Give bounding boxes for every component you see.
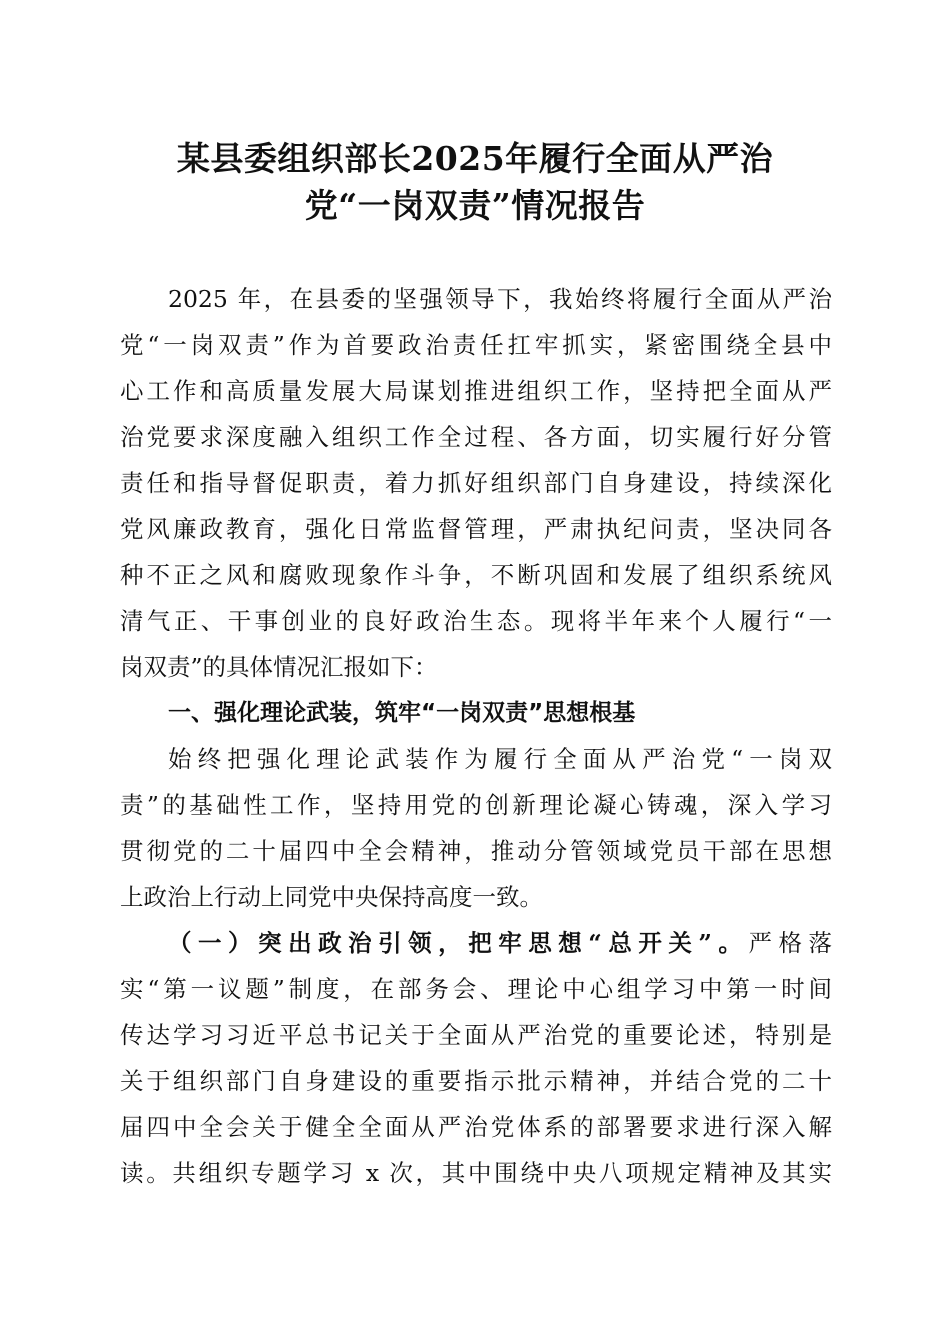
subsection-1-line: 届四中全会关于健全全面从严治党体系的部署要求进行深入解 xyxy=(120,1113,832,1141)
intro-line: 心工作和高质量发展大局谋划推进组织工作，坚持把全面从严 xyxy=(120,377,832,405)
section-1-line: 责”的基础性工作，坚持用党的创新理论凝心铸魂，深入学习 xyxy=(120,791,832,819)
subsection-1-line: 传达学习习近平总书记关于全面从严治党的重要论述，特别是 xyxy=(120,1021,832,1049)
intro-line: 党“一岗双责”作为首要政治责任扛牢抓实，紧密围绕全县中 xyxy=(120,331,832,359)
subsection-1-subhead: （一）突出政治引领，把牢思想“总开关”。 xyxy=(168,929,749,957)
subsection-1-first-line xyxy=(168,920,832,966)
section-1-line: 上政治上行动上同党中央保持高度一致。 xyxy=(120,883,543,911)
subsection-1-line: 实“第一议题”制度，在部务会、理论中心组学习中第一时间 xyxy=(120,975,832,1003)
intro-line: 种不正之风和腐败现象作斗争，不断巩固和发展了组织系统风 xyxy=(120,561,832,589)
subsection-1-line: 关于组织部门自身建设的重要指示批示精神，并结合党的二十 xyxy=(120,1067,832,1095)
intro-line: 2025 年，在县委的坚强领导下，我始终将履行全面从严治 xyxy=(168,285,832,313)
intro-line: 党风廉政教育，强化日常监督管理，严肃执纪问责，坚决同各 xyxy=(120,515,832,543)
document-title-line-2: 党“一岗双责”情况报告 xyxy=(304,186,646,225)
section-1-heading: 一、强化理论武装，筑牢“一岗双责”思想根基 xyxy=(168,700,636,726)
subsection-1-first-rest: 严格落 xyxy=(748,929,832,957)
intro-line: 清气正、干事创业的良好政治生态。现将半年来个人履行“一 xyxy=(120,607,832,635)
document-title-line-1: 某县委组织部长2025年履行全面从严治 xyxy=(176,139,774,178)
intro-line: 治党要求深度融入组织工作全过程、各方面，切实履行好分管 xyxy=(120,423,832,451)
subsection-1-line: 读。共组织专题学习 x 次，其中围绕中央八项规定精神及其实 xyxy=(120,1159,832,1187)
section-1-line: 贯彻党的二十届四中全会精神，推动分管领域党员干部在思想 xyxy=(120,837,832,865)
intro-line: 责任和指导督促职责，着力抓好组织部门自身建设，持续深化 xyxy=(120,469,832,497)
section-1-line: 始终把强化理论武装作为履行全面从严治党“一岗双 xyxy=(168,745,832,773)
intro-line: 岗双责”的具体情况汇报如下： xyxy=(120,653,438,681)
